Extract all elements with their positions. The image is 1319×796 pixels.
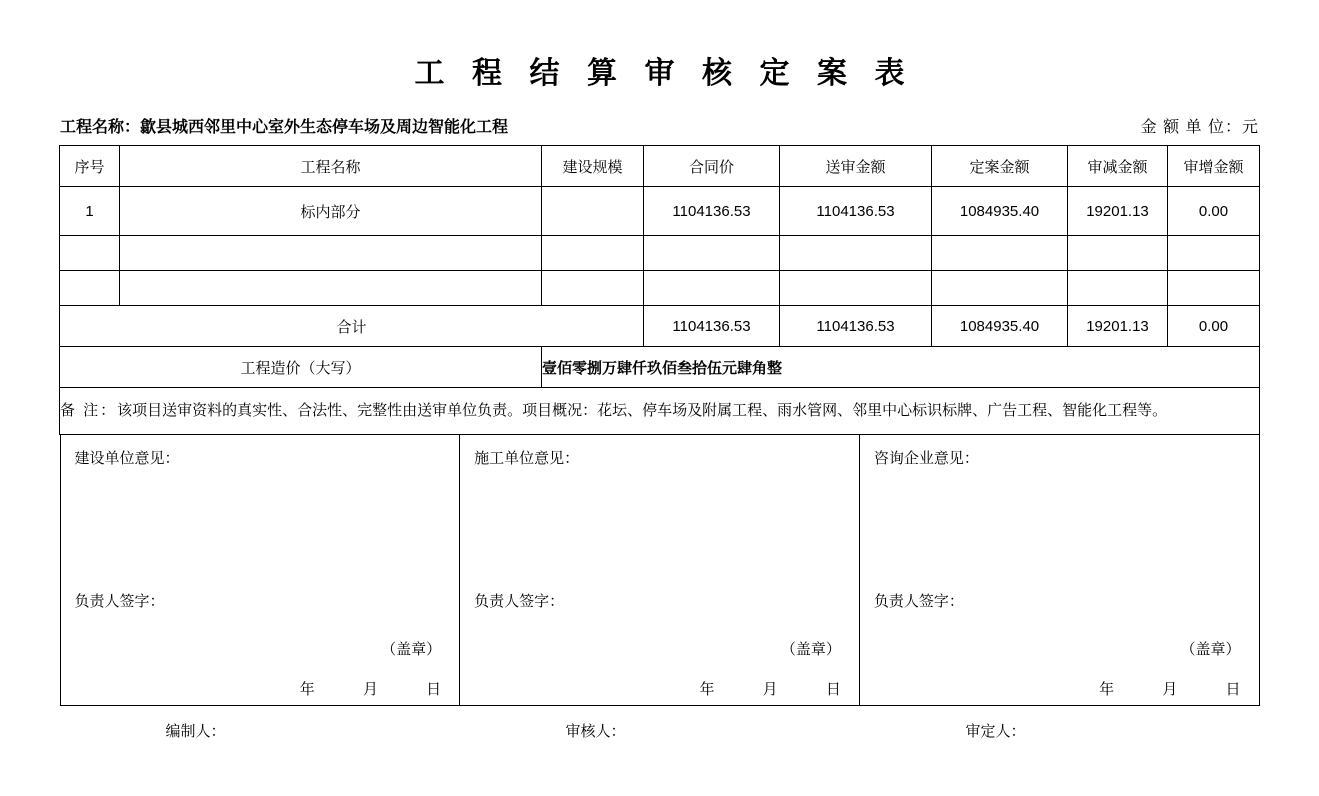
opinion-date-month: 月 xyxy=(1162,681,1178,698)
uppercase-amount-value: 壹佰零捌万肆仟玖佰叁拾伍元肆角整 xyxy=(542,347,1260,388)
opinion-title: 施工单位意见： xyxy=(474,450,580,467)
opinion-signature-label: 负责人签字： xyxy=(474,593,565,610)
cell-seq xyxy=(60,271,120,306)
cell-reduce xyxy=(1068,236,1168,271)
opinion-date-month: 月 xyxy=(762,681,778,698)
table-header-row xyxy=(60,146,1260,187)
col-header-final: 定案金额 xyxy=(932,146,1068,187)
col-header-reduce: 审减金额 xyxy=(1068,146,1168,187)
opinion-block-owner xyxy=(61,435,461,705)
cell-seq: 1 xyxy=(60,187,120,236)
opinion-date-day: 日 xyxy=(1225,681,1241,698)
project-name-line xyxy=(60,114,508,137)
col-header-submitted: 送审金额 xyxy=(780,146,932,187)
opinion-date-day: 日 xyxy=(825,681,841,698)
cell-seq xyxy=(60,236,120,271)
footer-signature-row xyxy=(60,720,1260,741)
total-label: 合计 xyxy=(60,306,644,347)
cell-scale xyxy=(542,271,644,306)
opinion-signature-label: 负责人签字： xyxy=(873,593,964,610)
cell-final xyxy=(932,236,1068,271)
total-submitted: 1104136.53 xyxy=(780,306,932,347)
opinion-block-consultant xyxy=(860,435,1259,705)
remark-row xyxy=(60,388,1260,435)
remark-cell xyxy=(60,388,1260,435)
col-header-contract: 合同价 xyxy=(644,146,780,187)
cell-increase: 0.00 xyxy=(1168,187,1260,236)
col-header-increase: 审增金额 xyxy=(1168,146,1260,187)
cell-name xyxy=(120,271,542,306)
cell-scale xyxy=(542,236,644,271)
footer-approver-label: 审定人： xyxy=(965,723,1026,740)
cell-reduce: 19201.13 xyxy=(1068,187,1168,236)
opinion-signature-label: 负责人签字： xyxy=(74,593,165,610)
cell-contract xyxy=(644,271,780,306)
cell-increase xyxy=(1168,236,1260,271)
total-final: 1084935.40 xyxy=(932,306,1068,347)
opinion-date-day: 日 xyxy=(426,681,442,698)
total-reduce: 19201.13 xyxy=(1068,306,1168,347)
opinion-date-line xyxy=(460,678,841,699)
opinion-date-year: 年 xyxy=(1099,681,1115,698)
opinion-date-line xyxy=(61,678,442,699)
cell-increase xyxy=(1168,271,1260,306)
opinion-date-month: 月 xyxy=(362,681,378,698)
cell-final xyxy=(932,271,1068,306)
opinion-title: 建设单位意见： xyxy=(74,450,180,467)
cell-scale xyxy=(542,187,644,236)
project-name-label: 工程名称： xyxy=(60,119,141,136)
cell-contract xyxy=(644,236,780,271)
col-header-name: 工程名称 xyxy=(120,146,542,187)
total-increase: 0.00 xyxy=(1168,306,1260,347)
opinion-seal-label: （盖章） xyxy=(780,641,841,658)
table-row xyxy=(60,236,1260,271)
opinion-title: 咨询企业意见： xyxy=(873,450,979,467)
cell-submitted xyxy=(780,236,932,271)
cell-submitted xyxy=(780,271,932,306)
opinion-block-contractor xyxy=(460,435,860,705)
remark-text: 该项目送审资料的真实性、合法性、完整性由送审单位负责。项目概况：花坛、停车场及附属工程、雨水管网、邻里中心标识标牌、广告工程、智能化工程等。 xyxy=(117,401,1168,419)
project-name-value: 歙县城西邻里中心室外生态停车场及周边智能化工程 xyxy=(140,119,509,136)
opinions-section xyxy=(60,435,1260,706)
table-total-row xyxy=(60,306,1260,347)
col-header-scale: 建设规模 xyxy=(542,146,644,187)
total-contract: 1104136.53 xyxy=(644,306,780,347)
opinion-seal-label: （盖章） xyxy=(1180,641,1241,658)
table-row xyxy=(60,271,1260,306)
footer-preparer-label: 编制人： xyxy=(165,723,226,740)
document-meta xyxy=(60,114,1259,137)
opinion-date-line xyxy=(860,678,1241,699)
opinion-date-year: 年 xyxy=(699,681,715,698)
uppercase-amount-label: 工程造价（大写） xyxy=(60,347,542,388)
uppercase-amount-row xyxy=(60,347,1260,388)
opinion-seal-label: （盖章） xyxy=(381,641,442,658)
page-title: 工 程 结 算 审 核 定 案 表 xyxy=(414,57,915,90)
cell-name: 标内部分 xyxy=(120,187,542,236)
settlement-table xyxy=(59,145,1260,435)
remark-label: 备 注： xyxy=(60,401,118,419)
amount-unit-note: 金 额 单 位：元 xyxy=(1140,119,1259,136)
opinion-date-year: 年 xyxy=(299,681,315,698)
cell-contract: 1104136.53 xyxy=(644,187,780,236)
cell-name xyxy=(120,236,542,271)
cell-final: 1084935.40 xyxy=(932,187,1068,236)
cell-reduce xyxy=(1068,271,1168,306)
col-header-seq: 序号 xyxy=(60,146,120,187)
footer-reviewer-label: 审核人： xyxy=(565,723,626,740)
cell-submitted: 1104136.53 xyxy=(780,187,932,236)
table-row xyxy=(60,187,1260,236)
